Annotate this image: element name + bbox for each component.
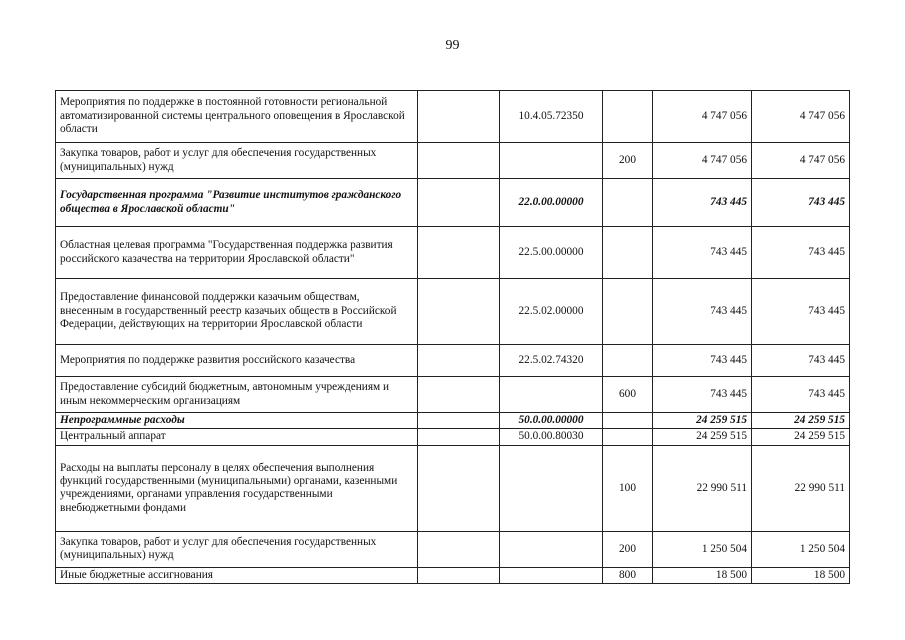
table-row (56, 413, 850, 429)
row-amount-2: 743 445 (752, 279, 850, 345)
row-name: Государственная программа "Развитие институтов гражданского общества в Ярославской области" (56, 179, 418, 227)
row-code: 22.0.00.00000 (500, 179, 603, 227)
row-amount-2: 743 445 (752, 227, 850, 279)
row-code (500, 567, 603, 583)
row-code: 22.5.02.00000 (500, 279, 603, 345)
row-name: Мероприятия по поддержке в постоянной готовности региональной автоматизированной системы центрального оповещения в Ярославской области (56, 91, 418, 143)
row-amount-2: 743 445 (752, 179, 850, 227)
row-name: Иные бюджетные ассигнования (56, 567, 418, 583)
row-code: 10.4.05.72350 (500, 91, 603, 143)
row-blank-cell (418, 413, 500, 429)
row-amount-1: 4 747 056 (653, 143, 752, 179)
row-code (500, 531, 603, 567)
row-amount-1: 22 990 511 (653, 445, 752, 531)
row-type (603, 227, 653, 279)
row-blank-cell (418, 429, 500, 445)
row-code: 22.5.00.00000 (500, 227, 603, 279)
row-code (500, 445, 603, 531)
row-name: Предоставление финансовой поддержки казачьим обществам, внесенным в государственный реестр казачьих обществ в Российской Федерации, действующих на территории Ярославской области (56, 279, 418, 345)
row-amount-1: 743 445 (653, 179, 752, 227)
row-blank-cell (418, 179, 500, 227)
row-code: 50.0.00.00000 (500, 413, 603, 429)
row-type: 200 (603, 143, 653, 179)
row-name: Закупка товаров, работ и услуг для обеспечения государственных (муниципальных) нужд (56, 531, 418, 567)
row-blank-cell (418, 227, 500, 279)
row-type (603, 179, 653, 227)
row-code (500, 377, 603, 413)
row-name: Областная целевая программа "Государственная поддержка развития российского казачества на территории Ярославской области" (56, 227, 418, 279)
table-row (56, 91, 850, 143)
row-blank-cell (418, 377, 500, 413)
row-type (603, 279, 653, 345)
row-name: Центральный аппарат (56, 429, 418, 445)
row-amount-2: 4 747 056 (752, 143, 850, 179)
row-code: 50.0.00.80030 (500, 429, 603, 445)
row-amount-2: 22 990 511 (752, 445, 850, 531)
row-code: 22.5.02.74320 (500, 345, 603, 377)
row-blank-cell (418, 445, 500, 531)
row-blank-cell (418, 531, 500, 567)
table-row (56, 279, 850, 345)
row-name: Предоставление субсидий бюджетным, автономным учреждениям и иным некоммерческим организациям (56, 377, 418, 413)
row-type (603, 91, 653, 143)
table-row (56, 429, 850, 445)
row-blank-cell (418, 143, 500, 179)
row-amount-2: 18 500 (752, 567, 850, 583)
row-blank-cell (418, 567, 500, 583)
row-type (603, 429, 653, 445)
row-type (603, 413, 653, 429)
row-amount-2: 24 259 515 (752, 413, 850, 429)
row-blank-cell (418, 91, 500, 143)
row-type: 600 (603, 377, 653, 413)
row-type: 200 (603, 531, 653, 567)
row-blank-cell (418, 279, 500, 345)
table-row (56, 567, 850, 583)
table-row (56, 531, 850, 567)
table-row (56, 143, 850, 179)
table-row (56, 179, 850, 227)
row-amount-2: 4 747 056 (752, 91, 850, 143)
row-amount-1: 18 500 (653, 567, 752, 583)
row-amount-1: 4 747 056 (653, 91, 752, 143)
row-name: Мероприятия по поддержке развития российского казачества (56, 345, 418, 377)
row-amount-1: 743 445 (653, 345, 752, 377)
row-type: 100 (603, 445, 653, 531)
table-row (56, 345, 850, 377)
row-amount-2: 24 259 515 (752, 429, 850, 445)
table-row (56, 445, 850, 531)
row-blank-cell (418, 345, 500, 377)
row-amount-1: 24 259 515 (653, 413, 752, 429)
row-amount-1: 24 259 515 (653, 429, 752, 445)
row-name: Расходы на выплаты персоналу в целях обеспечения выполнения функций государственными (муниципальными) органами, казенными учреждениями, органами управления государственными внебюджетными фондами (56, 445, 418, 531)
row-name: Непрограммные расходы (56, 413, 418, 429)
row-name: Закупка товаров, работ и услуг для обеспечения государственных (муниципальных) нужд (56, 143, 418, 179)
table-row (56, 227, 850, 279)
row-type: 800 (603, 567, 653, 583)
budget-table (55, 90, 850, 584)
row-amount-1: 1 250 504 (653, 531, 752, 567)
row-amount-1: 743 445 (653, 279, 752, 345)
row-amount-1: 743 445 (653, 227, 752, 279)
row-amount-1: 743 445 (653, 377, 752, 413)
row-amount-2: 1 250 504 (752, 531, 850, 567)
row-code (500, 143, 603, 179)
table-row (56, 377, 850, 413)
row-amount-2: 743 445 (752, 345, 850, 377)
page-number: 99 (445, 38, 460, 53)
row-type (603, 345, 653, 377)
row-amount-2: 743 445 (752, 377, 850, 413)
